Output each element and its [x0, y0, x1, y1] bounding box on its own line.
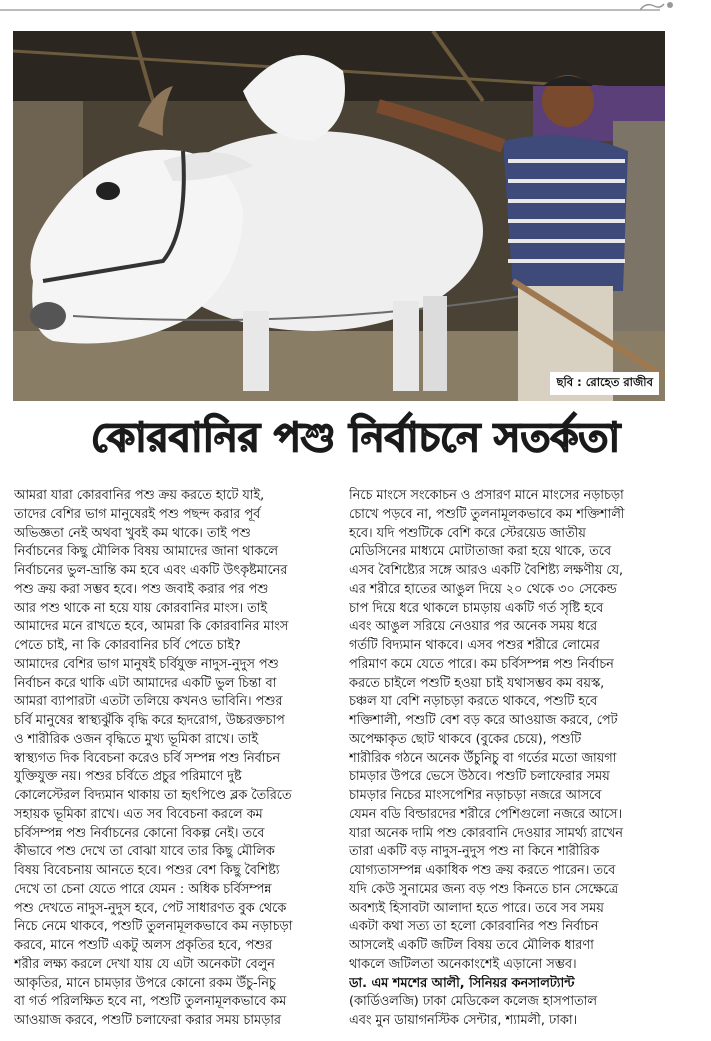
article-text-line: একটা কথা সত্য তা হলো কোরবানির পশু নির্বাচন: [349, 919, 599, 935]
article-text-line: নিচে নেমে থাকবে, পশুটি তুলনামূলকভাবে কম নড়াচড়া: [14, 919, 293, 935]
article-text-line: চোখে পড়বে না, পশুটি তুলনামূলকভাবে কম শক্তিশালী: [349, 506, 625, 522]
article-text-line: শক্তিশালী, পশুটি বেশ বড় করে আওয়াজ করবে, পেট: [349, 713, 618, 728]
article-text-line: পশু ক্রয় করা সম্ভব হবে। পশু জবাই করার পর পশু: [14, 581, 269, 597]
article-text-line: আওয়াজ করবে, পশুটি চলাফেরা করার সময় চামড়ার: [14, 1013, 281, 1028]
article-text-line: অবশ্যই হিসাবটা আলাদা হতে পারে। তবে সব সময়: [349, 900, 604, 916]
article-text-line: অভিজ্ঞতা নেই অথবা খুবই কম থাকে। তাই পশু: [14, 525, 251, 541]
author-byline: ডা. এম শমশের আলী, সিনিয়র কনসালট্যান্ট: [349, 975, 575, 991]
article-text-line: চামড়ার নিচের মাংসপেশির নড়াচড়া নজরে আসবে: [349, 788, 602, 803]
article-text-line: আমরা ব্যাপারটা এতটা তলিয়ে কখনও ভাবিনি। পশুর: [14, 694, 283, 710]
article-text-line: এসব বৈশিষ্ট্যের সঙ্গে আরও একটি বৈশিষ্ট্য লক্ষণীয় যে,: [349, 563, 624, 578]
article-text-line: আর পশু থাকে না হয়ে যায় কোরবানির মাংস। তাই: [14, 600, 268, 616]
article-text-line: সহায়ক ভূমিকা রাখে। এত সব বিবেচনা করলে কম: [14, 806, 263, 822]
article-column-left: [14, 487, 334, 1031]
article-text-line: অপেক্ষাকৃত ছোট থাকবে (বুকের চেয়ে), পশুটি: [349, 731, 582, 747]
article-text-line: মেডিসিনের মাধ্যমে মোটাতাজা করা হয়ে থাকে, তবে: [349, 544, 611, 560]
article-text-line: কোলেস্টেরল বিদ্যমান থাকায় তা হৃৎপিণ্ডে ব্লক তৈরিতে: [14, 788, 292, 803]
article-text-line: যুক্তিযুক্ত নয়। পশুর চর্বিতে প্রচুর পরিমাণে দুষ্ট: [14, 769, 242, 785]
article-text-line: তাদের বেশির ভাগ মানুষেরই পশু পছন্দ করার পূর্ব: [14, 506, 261, 522]
top-rule: [0, 9, 660, 11]
article-text-line: এবং আঙুল সরিয়ে নেওয়ার পর অনেক সময় ধরে: [349, 619, 598, 635]
article-text-line: যোগ্যতাসম্পন্ন একাধিক পশু ক্রয় করতে পারেন। তবে: [349, 863, 616, 878]
article-text-line: এর শরীরে হাতের আঙুল দিয়ে ২০ থেকে ৩০ সেকেন্ড: [349, 581, 617, 597]
article-photo: [13, 31, 665, 401]
article-text-line: করতে চাইলে পশুটি হওয়া চাই যথাসম্ভব কম বয়স্ক,: [349, 675, 605, 691]
article-text-line: চর্বিসম্পন্ন পশু নির্বাচনের কোনো বিকল্প নেই। তবে: [14, 825, 265, 841]
article-text-line: বিষয় বিবেচনায় আনতে হবে। পশুর বেশ কিছু বৈশিষ্ট্য: [14, 863, 280, 878]
cattle-market-illustration: [13, 31, 665, 401]
article-text-line: নির্বাচনের ভুল-ভ্রান্তি কম হবে এবং একটি উৎকৃষ্টমানের: [14, 563, 288, 578]
article-text-line: নির্বাচন করে থাকি এটা আমাদের একটি ভুল চিন্তা বা: [14, 675, 277, 691]
article-text-line: যারা অনেক দামি পশু কোরবানি দেওয়ার সামর্থ্য রাখেন: [349, 825, 623, 841]
photo-credit: ছবি : রোহেত রাজীব: [550, 372, 659, 395]
article-text-line: আমাদের বেশির ভাগ মানুষই চর্বিযুক্ত নাদুস-নুদুস পশু: [14, 656, 279, 672]
article-text-line: করবে, মানে পশুটি একটু অলস প্রকৃতির হবে, পশুর: [14, 938, 273, 953]
article-text-line: শরীর লক্ষ্য করলে দেখা যায় যে এটা অনেকটা বেলুন: [14, 956, 275, 972]
article-text-line: পেতে চাই, না কি কোরবানির চর্বি পেতে চাই?: [14, 638, 241, 653]
article-text-line: তারা একটি বড় নাদুস-নুদুস পশু না কিনে শারীরিক: [349, 844, 600, 860]
article-text-line: চর্বি মানুষের স্বাস্থ্যঝুঁকি বৃদ্ধি করে হৃদরোগ, উচ্চরক্তচাপ: [14, 713, 285, 728]
article-text-line: আকৃতির, মানে চামড়ার উপরে কোনো রকম উঁচু-নিচু: [14, 975, 276, 991]
article-text-line: আমাদের মনে রাখতে হবে, আমরা কি কোরবানির মাংস: [14, 619, 289, 635]
article-column-right: [349, 487, 669, 1031]
author-affiliation-line: এবং মুন ডায়াগনস্টিক সেন্টার, শ্যামলী, ঢাকা।: [349, 1013, 578, 1028]
article-text-line: পশু দেখতে নাদুস-নুদুস হবে, পেট সাধারণত বুক থেকে: [14, 900, 287, 916]
article-text-line: চামড়ার উপরে ভেসে উঠবে। পশুটি চলাফেরার সময়: [349, 769, 610, 785]
article-text-line: চঞ্চল যা বেশি নড়াচড়া করতে থাকবে, পশুটি হবে: [349, 694, 598, 710]
article-text-line: দেখে তা চেনা যেতে পারে যেমন : অধিক চর্বিসম্পন্ন: [14, 881, 272, 897]
article-text-line: নির্বাচনের কিছু মৌলিক বিষয় আমাদের জানা থাকলে: [14, 544, 278, 560]
article-text-line: স্বাস্থ্যগত দিক বিবেচনা করেও চর্বি সম্পন্ন পশু নির্বাচন: [14, 750, 280, 766]
article-text-line: আমরা যারা কোরবানির পশু ক্রয় করতে হাটে যাই,: [14, 488, 265, 503]
article-headline: কোরবানির পশু নির্বাচনে সতর্কতা: [90, 415, 621, 461]
page-corner-ornament: [640, 0, 680, 12]
article-text-line: যদি কেউ সুনামের জন্য বড় পশু কিনতে চান সেক্ষেত্রে: [349, 881, 619, 897]
article-text-line: নিচে মাংসে সংকোচন ও প্রসারণ মানে মাংসের নড়াচড়া: [349, 488, 624, 503]
article-text-line: ও শারীরিক ওজন বৃদ্ধিতে মুখ্য ভূমিকা রাখে। তাই: [14, 731, 258, 747]
article-text-line: যেমন বডি বিল্ডারদের শরীরে পেশিগুলো নজরে আসে।: [349, 806, 623, 822]
article-text-line: পরিমাণ কমে যেতে পারে। কম চর্বিসম্পন্ন পশু নির্বাচন: [349, 656, 614, 672]
article-text-line: গর্তটি বিদ্যমান থাকবে। এসব পশুর শরীরে লোমের: [349, 638, 600, 653]
article-text-line: বা গর্ত পরিলক্ষিত হবে না, পশুটি তুলনামূলকভাবে কম: [14, 994, 287, 1010]
article-text-line: চাপ দিয়ে ধরে থাকলে চামড়ায় একটি গর্ত সৃষ্টি হবে: [349, 600, 604, 616]
article-text-line: কীভাবে পশু দেখে তা বোঝা যাবে তার কিছু মৌলিক: [14, 844, 275, 860]
article-text-line: শারীরিক গঠনে অনেক উঁচুনিচু বা গর্তের মতো জায়গা: [349, 750, 617, 766]
article-text-line: আসলেই একটি জটিল বিষয় তবে মৌলিক ধারণা: [349, 938, 594, 953]
article-text-line: থাকলে জটিলতা অনেকাংশেই এড়ানো সম্ভব।: [349, 956, 577, 972]
article-text-line: হবে। যদি পশুটিকে বেশি করে স্টেরয়েড জাতীয়: [349, 525, 586, 541]
author-affiliation-line: (কার্ডিওলজি) ঢাকা মেডিকেল কলেজ হাসপাতাল: [349, 994, 597, 1010]
